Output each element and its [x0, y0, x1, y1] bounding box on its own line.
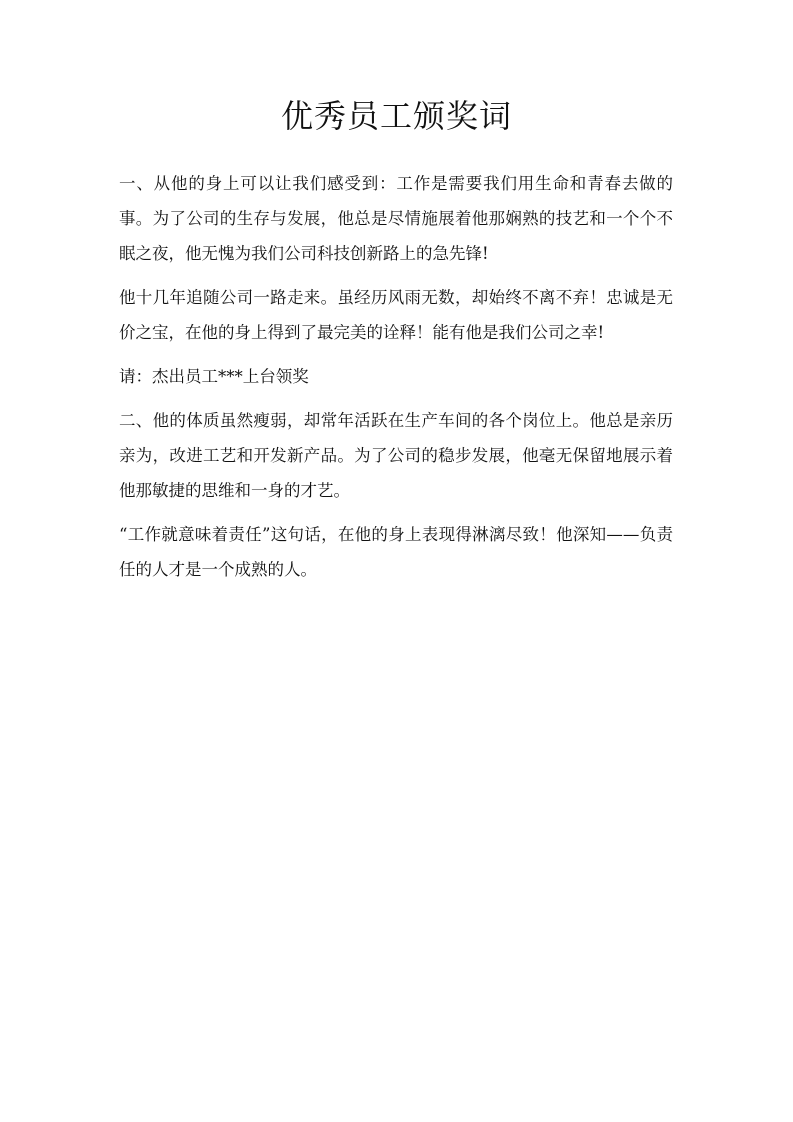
document-body	[119, 166, 673, 596]
document-title: 优秀员工颁奖词	[280, 97, 512, 135]
paragraph-2: 他十几年追随公司一路走来。虽经历风雨无数，却始终不离不弃！忠诚是无价之宝，在他的身上得到了最完美的诠释！能有他是我们公司之幸!	[119, 288, 673, 342]
paragraph-3: 请：杰出员工***上台领奖	[119, 367, 309, 386]
paragraph-1: 一、从他的身上可以让我们感受到：工作是需要我们用生命和青春去做的事。为了公司的生存与发展，他总是尽情施展着他那娴熟的技艺和一个个不眠之夜，他无愧为我们公司科技创新路上的急先锋!	[119, 174, 673, 263]
paragraph-5: “工作就意味着责任”这句话，在他的身上表现得淋漓尽致！他深知——负责任的人才是一个成熟的人。	[119, 525, 673, 579]
paragraph-4: 二、他的体质虽然瘦弱，却常年活跃在生产车间的各个岗位上。他总是亲历亲为，改进工艺和开发新产品。为了公司的稳步发展，他毫无保留地展示着他那敏捷的思维和一身的才艺。	[119, 411, 673, 500]
